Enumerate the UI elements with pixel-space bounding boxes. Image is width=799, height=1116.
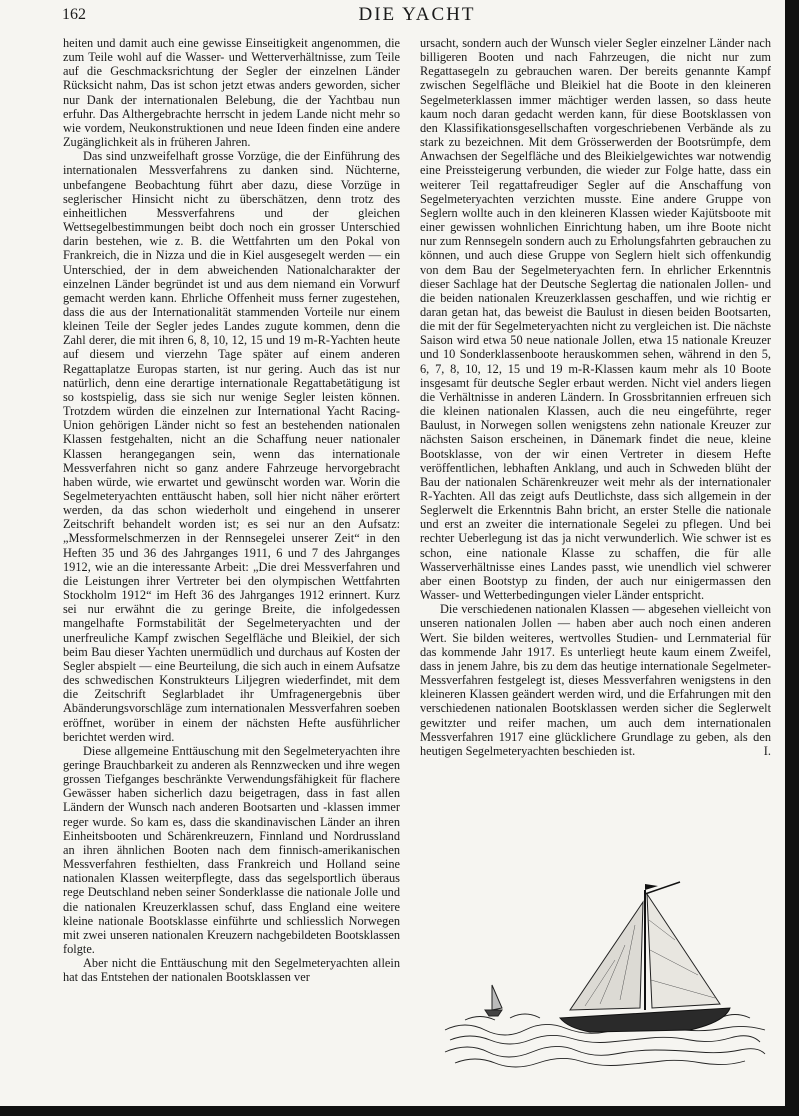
paragraph: Die verschiedenen nationalen Klassen — abgesehen vielleicht von unseren nationalen Jollen — haben aber auch noch einen anderen Wert. Sie bilden weiteres, wertvolles Studien- und Lernmaterial für das kommende Jahr 1917. Es unterliegt heute kaum einem Zweifel, dass in jenem Jahre, bis zu dem das heutige internationale Segelmeter-Messverfahren festgelegt ist, dieses Messverfahren wenigstens in den kleineren Klassen geändert werden wird, und die Erfahrungen mit den verschiedenen nationalen Bootsklassen werden sicher die Seglerwelt gewitzter und reifer machen, um auch dem internationalen Messverfahren 1917 eine glücklichere Grundlage zu geben, als den heutigen Segelmeteryachten beschieden ist. I. <box>420 602 771 758</box>
paragraph: Aber nicht die Enttäuschung mit den Segelmeteryachten allein hat das Entstehen der nationalen Bootsklassen ver <box>63 956 400 985</box>
page-number: 162 <box>62 6 86 23</box>
scan-border-right <box>785 0 799 1116</box>
paragraph: Diese allgemeine Enttäuschung mit den Segelmeteryachten ihre geringe Brauchbarkeit zu anderen als Rennzwecken und ihre wegen grossen Tiefganges beschränkte Verwendungsfähigkeit für flachere Gewässer haben sicherlich dazu beigetragen, dass in fast allen Ländern der Wunsch nach anderen Bootsarten und -klassen immer reger wurde. So kam es, dass die skandinavischen Länder an ihren Einheitsbooten und Schärenkreuzern, Finnland und Nordrussland an ihren ähnlichen Booten nach dem finnisch-amerikanischen Messverfahren festhielten, dass Frankreich und Holland seine nationalen Klassen weiterpflegte, dass das segelsportlich überaus rege Deutschland neben seiner Sonderklasse die nationale Jolle und die nationalen Kreuzerklassen schuf, dass England eine weitere kleine nationale Bootsklasse einführte und schliesslich Norwegen mit zwei unseren nationalen Kreuzern nachgebildeten Bootsklassen folgte. <box>63 743 400 956</box>
author-signature: I. <box>763 743 771 758</box>
scan-border-bottom <box>0 1106 799 1116</box>
running-title: DIE YACHT <box>358 4 476 25</box>
paragraph: heiten und damit auch eine gewisse Einseitigkeit angenommen, die zum Teile wohl auf die Wasser- und Wetterverhältnisse, zum Teile auf die Geschmacksrichtung der Segler der einzelnen Länder Rücksicht nahm, Das ist schon jetzt etwas anders geworden, sicher nur Dank der internationalen Belebung, die der Yachtbau nun erfuhr. Das Althergebrachte herrscht in jedem Lande nicht mehr so wie vordem, Neukonstruktionen und neue Ideen finden eine andere Zugänglichkeit als in früheren Jahren. <box>63 36 400 150</box>
paragraph: Das sind unzweifelhaft grosse Vorzüge, die der Einführung des internationalen Messverfahrens zu danken sind. Nüchterne, unbefangene Beobachtung führt aber dazu, diese Vorzüge in seglerischer Hinsicht nicht zu überschätzen, denn trotz des einheitlichen Messverfahrens und der gleichen Wettsegelbestimmungen beibt doch noch ein grosser Unterschied darin bestehen, wie z. B. die Wettfahrten um den Pokal von Frankreich, die in Nizza und die in Kiel ausgesegelt werden — ein Unterschied, der in dem abweichenden Nationalcharakter der einzelnen Länder begründet ist und aus dem niemand ein Vorwurf gemacht werden kann. Ehrliche Offenheit muss ferner zugestehen, dass die aus der Internationalität stammenden Vorteile nur einem kleinen Teile der Segler jedes Landes zugute kommen, denn die Zahl derer, die mit ihren 6, 8, 10, 12, 15 und 19 m-R-Yachten heute auf diesem und vierzehn Tage später auf einem anderen Regattaplatze Europas starten, ist nur gering. Auch das ist nur natürlich, denn eine derartige internationale Regattabetätigung ist so kostspielig, dass sie sich nur wenige Segler leisten können. Trotzdem würden die einzelnen zur International Yacht Racing-Union gehörigen Länder nicht so fest an bestehenden nationalen Klassen festgehalten, nicht an die Schaffung neuer nationaler Klassen herangegangen sein, wenn das internationale Messverfahren nicht so ganz andere Fahrzeuge hervorgebracht haben würde, wie erwartet und gewünscht worden war. Worin die Segelmeteryachten enttäuscht haben, soll hier nicht näher erörtert werden, da das schon wiederholt und eingehend in unserer Zeitschrift behandelt worden ist; es sei nur an den Aufsatz: „Messformelschmerzen in der Rennsegelei unserer Zeit“ in den Heften 35 und 36 des Jahrganges 1911, 6 und 7 des Jahrganges 1912, wie an die interessante Arbeit: „Die drei Messverfahren und die Leistungen ihrer Vertreter bei den olympischen Wettfahrten Stockholm 1912“ im Heft 36 des Jahrganges 1912 erinnert. Kurz sei nur erwähnt die zu geringe Breite, die infolgedessen mangelhafte Formstabilität der Segelmeteryachten und der unerfreuliche Kampf zwischen Segelfläche und Bleikiel, der sich beim Bau dieser Yachten unermüdlich und durchaus auf Kosten der Segler abspielt — eine Beurteilung, die sich auch in einem Aufsatze des schwedischen Konstrukteurs Liljegren wiederfindet, mit dem die Zeitschrift Seglarbladet ihr Umfragenergebnis über Abänderungsvorschläge zum internationalen Messverfahren soeben eröffnet, worüber in einem der nächsten Hefte ausführlicher berichtet werden wird. <box>63 149 400 744</box>
left-column <box>63 36 400 984</box>
right-column <box>420 36 771 758</box>
sailboat-illustration <box>440 880 770 1075</box>
page-header <box>62 4 772 30</box>
paragraph: ursacht, sondern auch der Wunsch vieler Segler einzelner Länder nach billigeren Booten und nach Fahrzeugen, die nicht nur zum Regattasegeln zu gebrauchen waren. Der bereits genannte Kampf zwischen Segelfläche und Bleikiel hat die Boote in den kleineren Segelmeterklassen immer mächtiger werden lassen, so dass heute kaum noch daran gedacht werden kann, für diese Bootsklassen von den Klassifikationsgesellschaften vorgeschriebenen Verbände als zu stark zu bezeichnen. Mit dem Grösserwerden der Bootsrümpfe, dem Anwachsen der Segelfläche und des Bleikielgewichtes war notwendig eine Preissteigerung verbunden, die wieder zur Folge hatte, dass ein weiterer Teil regattafreudiger Segler auf die Anschaffung von Segelmeteryachten verzichten musste. Eine andere Gruppe von Seglern wollte auch in den kleineren Klassen wieder Kajütsboote mit einer gewissen wohnlichen Einrichtung haben, um ihre Boote nicht nur zum Rennsegeln sondern auch zu Erholungsfahrten gebrauchen zu können, und auch diese Gruppe von Seglern hielt sich offenkundig von dem Bau der Segelmeteryachten fern. In ehrlicher Erkenntnis dieser Sachlage hat der Deutsche Seglertag die nationalen Jollen- und die beiden nationalen Kreuzerklassen geschaffen, und wie richtig er daran getan hat, das beweist die Baulust in diesen beiden Bootsarten, die mit der für Segelmeteryachten nicht zu vergleichen ist. Die nächste Saison wird etwa 50 neue nationale Jollen, etwa 15 nationale Kreuzer und 10 Sonderklassenboote herauskommen sehen, während in den 5, 6, 7, 8, 10, 12, 15 und 19 m-R-Klassen kaum mehr als 10 Boote insgesamt für deutsche Segler erbaut werden. Nicht viel anders liegen die Verhältnisse in anderen Ländern. In Grossbritannien erfreuen sich die kleinen nationalen Klassen, auch die neu eingeführte, reger Baulust, in Norwegen sollen wenigstens zehn nationale Kreuzer zur nächsten Saison erscheinen, in Dänemark findet die neue, kleine Bootsklasse, von der wir einen Vertreter in diesem Hefte veröffentlichen, lebhaften Anklang, und auch in Schweden blüht der Bau der nationalen Schärenkreuzer weit mehr als der internationaler R-Yachten. All das zeigt aufs Deutlichste, dass sich allgemein in der Seglerwelt die Erkenntnis Bahn bricht, an erster Stelle die nationale und erst an zweiter die internationale Segelei zu pflegen. Und bei rechter Ueberlegung ist das ja nicht verwunderlich. Wie schwer ist es schon, eine nationale Klasse zu schaffen, die für alle Wasserverhältnisse eines Landes passt, wie unendlich viel schwerer aber einen Bootstyp zu finden, der auch nur einigermassen den Wasser- und Wetterbedingungen vieler Länder entspricht. <box>420 36 771 603</box>
